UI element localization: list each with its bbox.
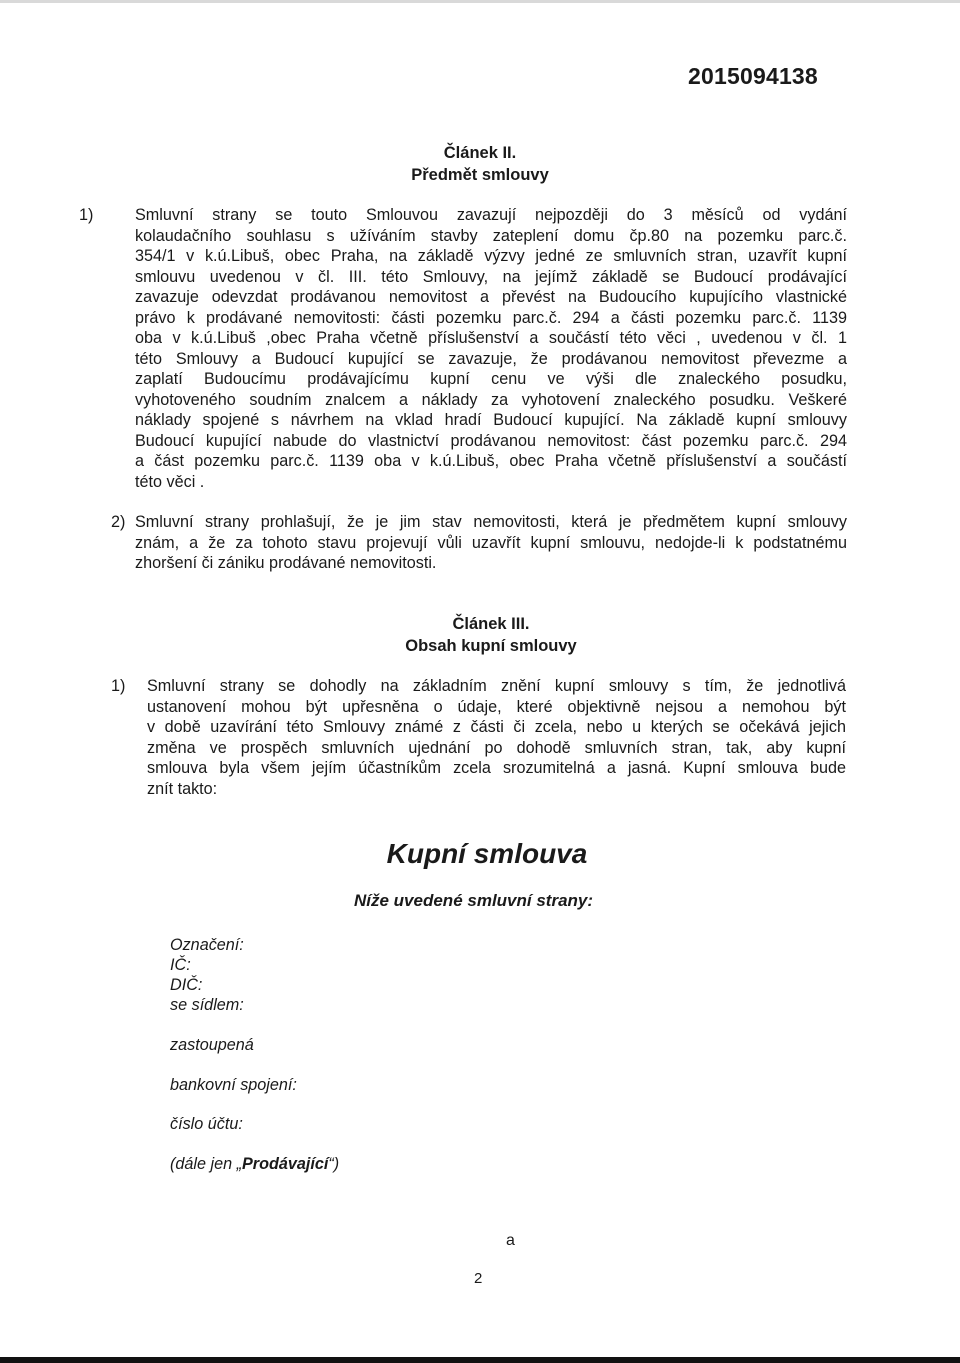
text-line: v době uzavírání této Smlouvy známé z části či zcela, nebo u kterých se očekává jejich [147,718,846,736]
article-2-para-1-number: 1) [79,206,94,224]
text-line: kolaudačního souhlasu s užíváním stavby zateplení domu čp.80 na pozemku parc.č. [135,226,847,245]
text-line: právo k prodávané nemovitosti: části pozemku parc.č. 294 a části pozemku parc.č. 1139 [135,308,847,327]
text-line: Smluvní strany prohlašují, že je jim stav nemovitosti, která je předmětem kupní smlouvy [135,513,847,531]
text-line: ustanovení mohou být upřesněna o údaje, které objektivně nejsou a nemohou být [147,697,846,716]
text-line: znít takto: [147,779,218,798]
text-line: Smluvní strany se touto Smlouvou zavazují nejpozději do 3 měsíců od vydání [135,206,847,224]
field-sidlo: se sídlem: [170,996,244,1014]
article-2-para-2-number: 2) [111,513,126,531]
contract-title: Kupní smlouva [386,838,588,869]
article-2-title: Článek II. [443,144,517,162]
text-line: 354/1 v k.ú.Libuš, obec Praha, na základě výzvy jedné ze smluvních stran, uzavřít kupní [135,247,847,265]
text-line: Smluvní strany se dohodly na základním znění kupní smlouvy s tím, že jednotlivá [147,677,846,695]
document-number: 2015094138 [688,63,818,89]
dale-suffix: “) [328,1155,340,1173]
article-3-title: Článek III. [452,615,530,633]
text-line: zaplatí Budoucímu prodávajícímu kupní cenu ve výši dle znaleckého posudku, [135,370,847,388]
text-line: této Smlouvy a Budoucí kupující se zavazuje, že prodávanou nemovitost převezme a [135,349,847,368]
article-2-para-2 [135,512,847,574]
article-2-para-1 [135,205,847,492]
text-line: a část pozemku parc.č. 1139 oba v k.ú.Libuš, obec Praha včetně příslušenství a součástí [135,452,847,470]
field-oznaceni: Označení: [170,936,244,954]
text-line: smlouvu uvedenou v čl. III. této Smlouvy, na jejímž základě se Budoucí prodávající [135,267,847,286]
text-line: smlouva byla všem jejím účastníkům zcela srozumitelná a jasná. Kupní smlouva bude [147,759,846,777]
page-number: 2 [474,1270,483,1287]
text-line: znám, a že za tohoto stavu projevují vůli uzavřít kupní smlouvu, nedojde-li k podstatnému [135,533,847,552]
field-ic: IČ: [170,956,191,974]
text-line: oba v k.ú.Libuš ,obec Praha včetně příslušenství a součástí této věci , uvedenou v čl. 1 [135,329,847,347]
text-line: vyhotoveného soudním znalcem a náklady za vyhotovení znaleckého posudku. Veškeré [135,390,847,409]
article-2-subtitle: Předmět smlouvy [411,166,549,184]
article-3-para-1-number: 1) [111,677,126,695]
contract-subtitle: Níže uvedené smluvní strany: [354,891,594,910]
dale-prefix: (dále jen „ [170,1155,242,1173]
text-line: této věci . [135,472,205,491]
text-line: změna ve prospěch smluvních ujednání po dohodě smluvních stran, tak, aby kupní [147,738,846,757]
text-line: zhoršení či zániku prodávané nemovitosti. [135,554,437,572]
field-bank: bankovní spojení: [170,1076,297,1094]
text-line: zavazuje odevzdat prodávanou nemovitost a převést na Budoucího kupujícího vlastnické [135,288,847,306]
field-dic: DIČ: [170,976,203,994]
scan-edge-bottom [0,1357,960,1363]
party-name: Prodávající [241,1155,329,1173]
field-dale-jen [170,1154,339,1174]
text-line: náklady spojené s návrhem na vklad hradí Budoucí kupující. Na základě kupní smlouvy [135,411,847,429]
scan-edge-top [0,0,960,3]
text-line: Budoucí kupující nabude do vlastnictví prodávanou nemovitost: část pozemku parc.č. 294 [135,431,847,450]
stray-mark: a [506,1232,515,1249]
field-account: číslo účtu: [170,1115,243,1133]
article-3-subtitle: Obsah kupní smlouvy [405,637,577,655]
field-zastoupena: zastoupená [170,1036,254,1054]
article-3-para-1 [147,676,846,799]
